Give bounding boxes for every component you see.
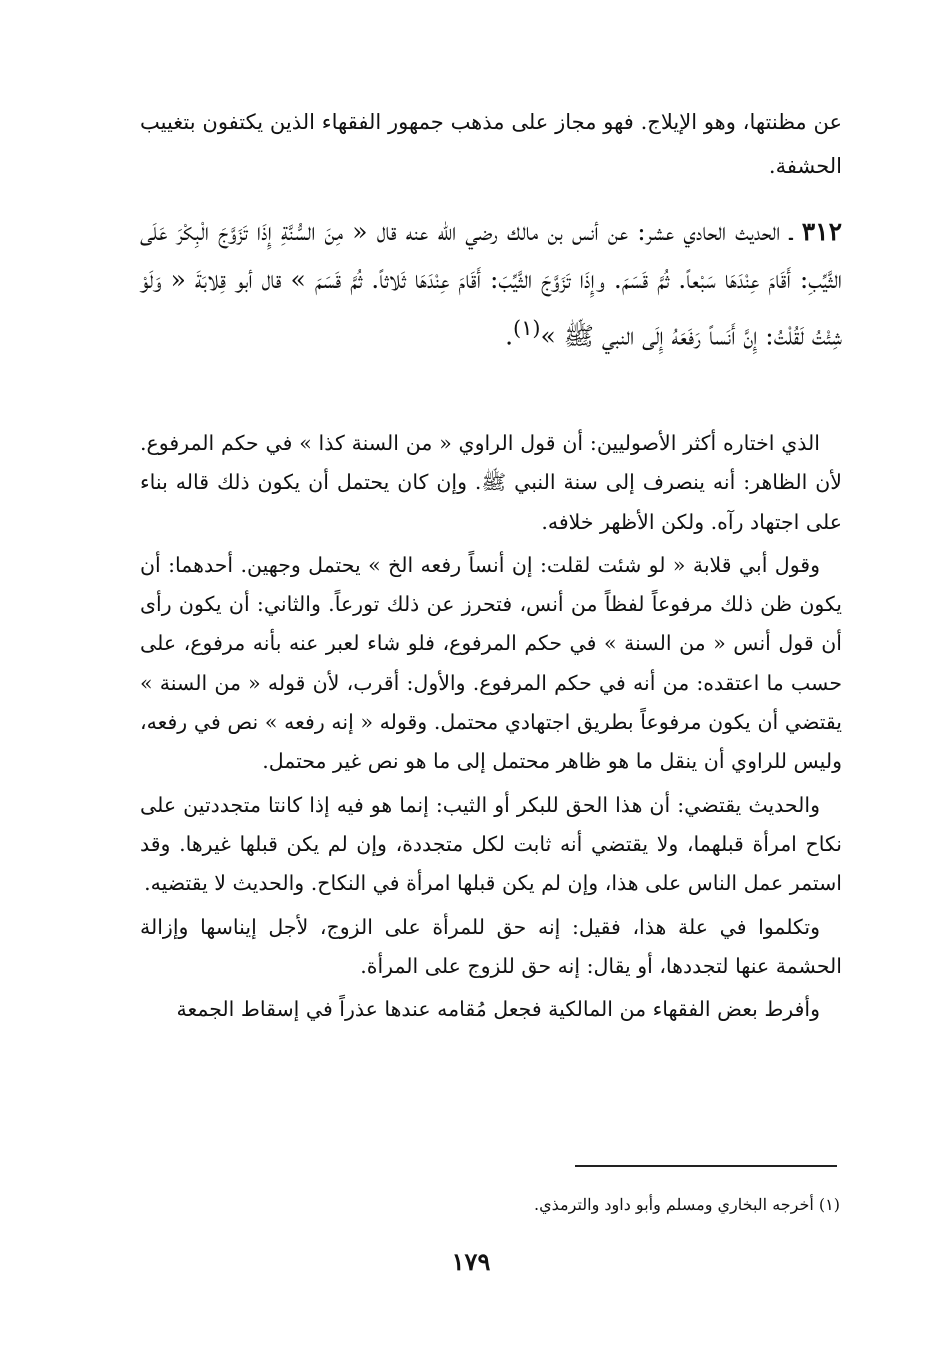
- footnote-text: (١) أخرجه البخاري ومسلم وأبو داود والترمذي.: [534, 1195, 840, 1214]
- commentary-paragraph: وتكلموا في علة هذا، فقيل: إنه حق للمرأة على الزوج، لأجل إيناسها وإزالة الحشمة عنها لتجددها، أو يقال: إنه حق للزوج على المرأة.: [140, 914, 842, 978]
- intro-paragraph: [140, 100, 842, 188]
- commentary-paragraph: وأفرط بعض الفقهاء من المالكية فجعل مُقامه عندها عذراً في إسقاط الجمعة: [176, 997, 820, 1022]
- hadith-text: ـ الحديث الحادي عشر: عن أنس بن مالك رضي الله عنه قال « مِنَ السُّنَّةِ إِذَا تَزَوَّجَ الْبِكْرَ عَلَى الثَّيِّبِ: أَقَامَ عِنْدَهَا سَبْعاً. ثُمَّ قَسَمَ. وإِذَا تَزَوَّجَ الثَّيِّبَ: أَقَامَ عِنْدَهَا ثَلاثاً. ثُمَّ قَسَمَ » قال أبو قِلابَةَ « وَلَوْ شِئْتُ لَقُلْتُ: إِنَّ أَنَساً رَفَعَهُ إِلَى النبي ﷺ »: [140, 217, 842, 351]
- commentary-paragraph: الذي اختاره أكثر الأصوليين: أن قول الراوي « من السنة كذا » في حكم المرفوع. لأن الظاهر: أنه ينصرف إلى سنة النبي ﷺ. وإن كان يحتمل أن يكون ذلك قاله بناء على اجتهاد رآه. ولكن الأظهر خلافه.: [140, 431, 842, 534]
- commentary-paragraph: والحديث يقتضي: أن هذا الحق للبكر أو الثيب: إنما هو فيه إذا كانتا متجددتين على نكاح امرأة قبلهما، ولا يقتضي أنه ثابت لكل متجددة، وإن لم يكن قبلها غيرها. وقد استمر عمل الناس على هذا، وإن لم يكن قبلها امرأة في النكاح. والحديث لا يقتضيه.: [140, 792, 842, 896]
- intro-text: عن مظنتها، وهو الإيلاج. فهو مجاز على مذهب جمهور الفقهاء الذين يكتفون بتغييب الحشفة.: [140, 110, 842, 178]
- commentary-paragraph: وقول أبي قلابة « لو شئت لقلت: إن أنساً رفعه الخ » يحتمل وجهين. أحدهما: أن يكون ظن ذلك مرفوعاً لفظاً من أنس، فتحرز عن ذلك تورعاً. والثاني: أن يكون رأى أن قول أنس « من السنة » في حكم المرفوع، فلو شاء لعبر عنه بأنه مرفوع، على حسب ما اعتقده: من أنه في حكم المرفوع. والأول: أقرب، لأن قوله « من السنة » يقتضي أن يكون مرفوعاً بطريق اجتهادي محتمل. وقوله « إنه رفعه » نص في رفعه، وليس للراوي أن ينقل ما هو ظاهر محتمل إلى ما هو نص غير محتمل.: [140, 552, 842, 774]
- hadith-paragraph: ٣١٢ ـ الحديث الحادي عشر: عن أنس بن مالك رضي الله عنه قال « مِنَ السُّنَّةِ إِذَا تَزَوَّجَ الْبِكْرَ عَلَى الثَّيِّبِ: أَقَامَ عِنْدَهَا سَبْعاً. ثُمَّ قَسَمَ. وإِذَا تَزَوَّجَ الثَّيِّبَ: أَقَامَ عِنْدَهَا ثَلاثاً. ثُمَّ قَسَمَ » قال أبو قِلابَةَ « وَلَوْ شِئْتُ لَقُلْتُ: إِنَّ أَنَساً رَفَعَهُ إِلَى النبي ﷺ »$^{(١)}$.: [140, 217, 843, 351]
- hadith-number: ٣١٢: [801, 217, 843, 246]
- footnote: [400, 1192, 840, 1218]
- page-number: ١٧٩: [451, 1247, 491, 1276]
- footnote-divider: [575, 1165, 837, 1167]
- footnote-reference: (١): [513, 316, 541, 340]
- commentary-section: [140, 424, 842, 1033]
